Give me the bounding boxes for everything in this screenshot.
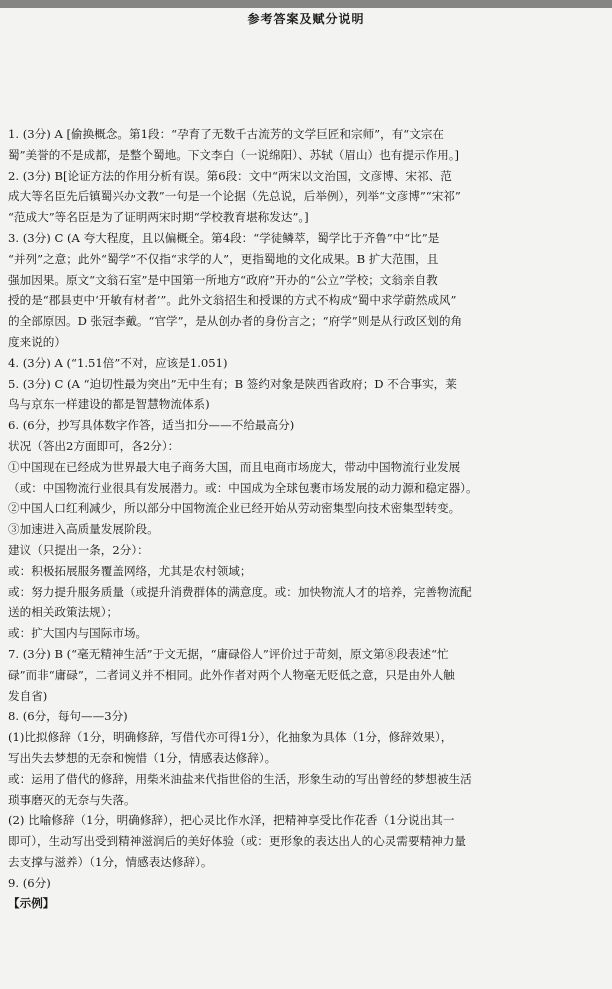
text-line: 琐事磨灭的无奈与失落。 — [8, 792, 136, 807]
text-line: 建议（只提出一条，2分）： — [8, 542, 149, 557]
text-line: 写出失去梦想的无奈和惋惜（1分，情感表达修辞）。 — [8, 750, 277, 765]
text-line: 鸟与京东一样建设的都是智慧物流体系) — [8, 397, 210, 412]
text-line: 5. (3分) C (A “迫切性最为突出”无中生有；B 签约对象是陕西省政府；D 不合事实，莱 — [8, 376, 457, 391]
text-line: 蜀”美誉的不是成都，是整个蜀地。下文李白（一说绵阳）、苏轼（眉山）也有提示作用。] — [8, 147, 460, 162]
text-line: 的全部原因。D 张冠李戴。“官学”，是从创办者的身份言之；“府学”则是从行政区划的角 — [8, 314, 463, 329]
text-line: 4. (3分) A (“1.51倍”不对，应该是1.051) — [8, 355, 228, 370]
text-line: 或：扩大国内与国际市场。 — [8, 626, 148, 641]
text-line: 即可），生动写出受到精神滋润后的美好体验（或：更形象的表达出人的心灵需要精神力量 — [8, 834, 466, 849]
text-line: 或：运用了借代的修辞，用柴米油盐来代指世俗的生活，形象生动的写出曾经的梦想被生活 — [8, 771, 472, 786]
text-line: 碌”而非“庸碌”，二者词义并不相同。此外作者对两个人物毫无贬低之意，只是由外人触 — [8, 667, 455, 682]
text-line: ①中国现在已经成为世界最大电子商务大国，而且电商市场庞大，带动中国物流行业发展 — [8, 459, 461, 474]
text-line: (2) 比喻修辞（1分，明确修辞），把心灵比作水泽，把精神享受比作花香（1分说出其一 — [8, 813, 455, 828]
text-line: 发自省) — [8, 688, 48, 703]
answer-body — [8, 124, 606, 914]
text-line: 去支撑与滋养）（1分，情感表达修辞）。 — [8, 854, 213, 869]
text-line: 2. (3分) B[论证方法的作用分析有误。第6段：文中“两宋以文治国，文彦博、宋祁、范 — [8, 168, 452, 183]
page-subtitle: 参考答案及赋分说明 — [247, 12, 365, 26]
text-line: 送的相关政策法规）； — [8, 605, 119, 620]
text-line: ②中国人口红利减少，所以部分中国物流企业已经开始从劳动密集型向技术密集型转变。 — [8, 501, 461, 516]
text-line: 或：积极拓展服务覆盖网络，尤其是农村领域； — [8, 563, 252, 578]
text-line: （或：中国物流行业很具有发展潜力。或：中国成为全球包裹市场发展的动力源和稳定器）。 — [8, 480, 478, 495]
text-line: 7. (3分) B (“毫无精神生活”于文无据，“庸碌俗人”评价过于苛刻，原文第⑧段表述“忙 — [8, 646, 449, 661]
text-line: 状况（答出2方面即可，各2分）： — [8, 438, 180, 453]
text-line: 9. (6分) — [8, 875, 51, 890]
text-line: ③加速进入高质量发展阶段。 — [8, 522, 159, 537]
cropped-header-edge — [0, 0, 612, 8]
text-line: 6. (6分，抄写具体数字作答，适当扣分——不给最高分) — [8, 418, 295, 433]
text-line: 授的是“郡县吏中‘开敏有材者’”。此外文翁招生和授课的方式不构成“蜀中求学蔚然成风” — [8, 293, 457, 308]
text-line: 或：努力提升服务质量（或提升消费群体的满意度。或：加快物流人才的培养，完善物流配 — [8, 584, 472, 599]
text-line: 强加因果。原文“文翁石室”是中国第一所地方“政府”开办的“公立”学校；文翁亲自教 — [8, 272, 438, 287]
text-line: 1. (3分) A [偷换概念。第1段：“孕育了无数千古流芳的文学巨匠和宗师”，有“文宗在 — [8, 127, 445, 141]
text-line: “范成大”等名臣是为了证明两宋时期“学校教育堪称发达”。] — [8, 210, 309, 225]
text-line: (1)比拟修辞（1分，明确修辞，写借代亦可得1分），化抽象为具体（1分，修辞效果）， — [8, 730, 453, 745]
text-line: “并列”之意；此外“蜀学”不仅指“求学的人”，更指蜀地的文化成果。B 扩大范围，且 — [8, 251, 439, 266]
text-line: 8. (6分，每句——3分) — [8, 709, 128, 724]
text-line: 3. (3分) C (A 夸大程度，且以偏概全。第4段：“学徒鳞萃，蜀学比于齐鲁”中“比”是 — [8, 230, 440, 245]
text-line: 成大等名臣先后镇蜀兴办文教”一句是一个论据（先总说，后举例），列举“文彦博”“宋祁” — [8, 189, 461, 204]
text-line: 度来说的） — [8, 334, 66, 349]
text-line: 【示例】 — [8, 896, 55, 911]
